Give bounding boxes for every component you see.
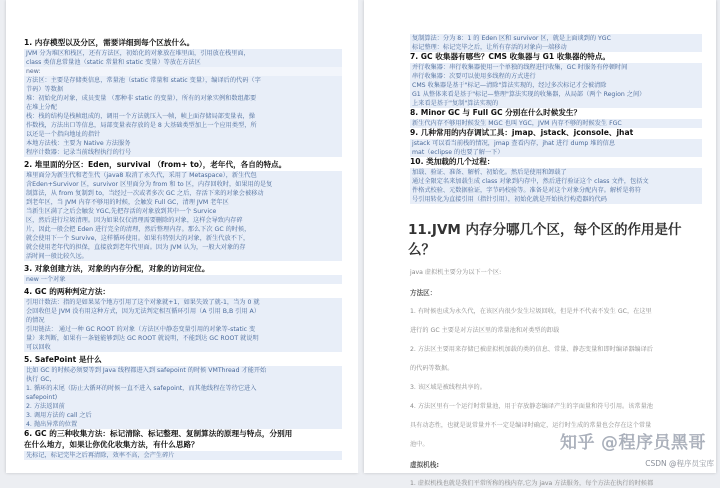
highlighted-answer-line: JVM 分为堆区和栈区，还有方法区，初始化的对象放在堆里面，引用放在栈里面， bbox=[24, 49, 342, 58]
body-text-line: 3. 该区域是被线程共享的。 bbox=[410, 384, 486, 391]
highlighted-answer-line: 量）来判断，如果有一条链能够到达 GC ROOT 就说明，不能到达 GC ROOT 就说明 bbox=[24, 334, 342, 343]
left-document-page bbox=[6, 0, 358, 473]
highlighted-answer-line: 新生代内存不够用时候发生 MGC 也叫 YGC，JVM 内存不够的时候发生 FGC bbox=[410, 119, 702, 128]
highlighted-answer-line: 通过全限定名来加载生成 class 对象到内存中，然后进行验证这个 class 文件，包括文 bbox=[410, 177, 702, 186]
right-page-section-body bbox=[410, 268, 702, 488]
highlighted-answer-line: 号引用转化为直接引用（指针引用），初始化就是开始执行构造器的代码 bbox=[410, 195, 702, 204]
highlighted-answer-line: 1. 循环的末尾（防止大循环的时候一直不进入 safepoint，而其他线程在等待它进入 bbox=[24, 384, 342, 393]
question-heading: 7. GC 收集器有哪些？CMS 收集器与 G1 收集器的特点。 bbox=[410, 52, 610, 61]
highlighted-answer-line: 活时间一般比较久远。 bbox=[24, 252, 342, 261]
highlighted-answer-line: jstack 可以看当前栈的情况，jmap 查看内存，jhat 进行 dump 堆的信息 bbox=[410, 139, 702, 148]
highlighted-answer-line: 4. 抛出异常的位置 bbox=[24, 420, 342, 429]
body-text-line: 池中。 bbox=[410, 441, 429, 448]
question-heading: 2. 堆里面的分区：Eden，survival （from+ to），老年代，各自的特点。 bbox=[24, 160, 287, 169]
highlighted-answer-line: 堆里面分为新生代和老生代（java8 取消了永久代，采用了 Metaspace），新生代包 bbox=[24, 171, 342, 180]
question-heading: 9. 几种常用的内存调试工具：jmap、jstack、jconsole、jhat bbox=[410, 128, 634, 137]
question-heading: 5. SafePoint 是什么 bbox=[24, 355, 102, 364]
zhihu-logo: 知乎 bbox=[560, 433, 595, 453]
highlighted-answer-line: 2. 方法返回前 bbox=[24, 402, 342, 411]
body-text-line: 进行的 GC 主要是对方法区里的常量池和对类型的卸载 bbox=[410, 327, 560, 334]
highlighted-answer-line: 比如 GC 的时候必须要等到 Java 线程都进入到 safepoint 的时候 VMThread 才能开始 bbox=[24, 366, 342, 375]
body-text-line: 4. 方法区里有一个运行时常量池，用于存放静态编译产生的字面量和符号引用。该常量池 bbox=[410, 403, 653, 410]
question-heading: 8. Minor GC 与 Full GC 分别在什么时候发生？ bbox=[410, 108, 582, 117]
highlighted-answer-line: 上来看是基于"复制"算法实现的 bbox=[410, 99, 702, 108]
highlighted-answer-line: 并行收集器：串行收集器使用一个单独的线程进行收集，GC 时服务有停顿时间 bbox=[410, 63, 702, 72]
highlighted-answer-line: CMS 收集器是基于"标记—清除"算法实现的，经过多次标记才会被清除 bbox=[410, 81, 702, 90]
highlighted-answer-line: 在堆上分配 bbox=[24, 103, 342, 112]
highlighted-answer-line: 引用链法： 通过一种 GC ROOT 的对象（方法区中静态变量引用的对象等-static 变 bbox=[24, 325, 342, 334]
highlighted-answer-line: 作数栈，方法出口等信息，局部变量表存放的是 8 大基础类型加上一个应用类型，所 bbox=[24, 121, 342, 130]
highlighted-answer-line: 制算法，从 from 复制到 to，当经过一次或者多次 GC 之后，存活下来的对象会被移动 bbox=[24, 189, 342, 198]
section-subheading: 方法区： bbox=[410, 289, 437, 297]
question-heading: 6. GC 的三种收集方法：标记清除、标记整理、复制算法的原理与特点，分别用 bbox=[24, 429, 293, 438]
highlighted-answer-line: 3. 调用方法的 call 之后 bbox=[24, 411, 342, 420]
body-text-line: 的代码等数据。 bbox=[410, 365, 454, 372]
highlighted-answer-line: mat（eclipse 的也要了解一下） bbox=[410, 148, 702, 157]
body-text-line: 2. 方法区主要用来存储已被虚拟机加载的类的信息、常量、静态变量和即时编译器编译后 bbox=[410, 346, 653, 353]
highlighted-answer-line: 的情况 bbox=[24, 316, 342, 325]
highlighted-answer-line: 会回收但是 JVM 没有用这种方式，因为无法判定相互循环引用（A 引用 B,B 引用 A） bbox=[24, 307, 342, 316]
highlighted-answer-line: 执行 GC， bbox=[24, 375, 342, 384]
highlighted-answer-line: 可以回收 bbox=[24, 343, 342, 352]
body-text-line: 1. 有时候也成为永久代，在该区内很少发生垃圾回收，但是并不代表不发生 GC，在这里 bbox=[410, 308, 652, 315]
highlighted-answer-line: G1 从整体来看是基于"标记—整理"算法实现的收集器，从局部（两个 Region 之间） bbox=[410, 90, 702, 99]
highlighted-answer-line: 加载、验证、准备、解析、初始化。然后是使用和卸载了 bbox=[410, 168, 702, 177]
question-heading: 在什么地方，如果让你优化收集方法，有什么思路？ bbox=[24, 440, 199, 449]
zhihu-watermark bbox=[560, 428, 706, 453]
body-text-line: 1. 虚拟机栈也就是我们平常所称的栈内存,它为 java 方法服务，每个方法在执行的时候都 bbox=[410, 480, 654, 487]
highlighted-answer-line: 就会使用老年代的担保，直接放到老年代里面。因为 JVM 认为，一般大对象的存 bbox=[24, 243, 342, 252]
section-title: 11.JVM 内存分哪几个区，每个区的作用是什么？ bbox=[408, 222, 682, 258]
highlighted-answer-line: 节码）等数据 bbox=[24, 85, 342, 94]
highlighted-answer-line: 方法区：主要是存储类信息，常量池（static 常量和 static 变量），编译后的代码（字 bbox=[24, 76, 342, 85]
body-text-line: java 虚拟机主要分为以下一个区: bbox=[410, 269, 502, 276]
question-heading: 10. 类加载的几个过程： bbox=[410, 157, 495, 166]
highlighted-answer-line: 复制算法：分为 8：1 的 Eden 区和 survivor 区，就是上面谈到的 YGC bbox=[410, 34, 702, 43]
highlighted-answer-line: 串行收集器：次要可以使用多线程的方式进行 bbox=[410, 72, 702, 81]
highlighted-answer-line: safepoint) bbox=[24, 393, 342, 402]
watermark-author: @程序员黑哥 bbox=[601, 433, 706, 453]
left-page-content bbox=[6, 0, 358, 460]
right-page-qa-blocks bbox=[410, 34, 702, 204]
body-text-line: 具有动态性，也就是说常量并不一定是编译时确定，运行时生成的常量也会存在这个常量 bbox=[410, 422, 652, 429]
highlighted-answer-line: 先标记，标记完毕之后再清除，效率不高，会产生碎片 bbox=[24, 451, 342, 460]
highlighted-answer-line: class 类信息常量池（static 常量和 static 变量）等放在方法区 bbox=[24, 58, 342, 67]
highlighted-answer-line: 栈：栈的结构是栈帧组成的，调用一个方法就压入一帧，帧上面存储局部变量表，操 bbox=[24, 112, 342, 121]
section-subheading: 虚拟机栈: bbox=[410, 461, 440, 469]
highlighted-answer-line: 件格式校验、元数据验证，字节码校验等。准备是对这个对象分配内存。解析是将符 bbox=[410, 186, 702, 195]
highlighted-answer-line: new 一个对象 bbox=[24, 275, 342, 284]
highlighted-answer-line: 以还是一个指向地址的指针 bbox=[24, 130, 342, 139]
highlighted-answer-line: 标记整理：标记完毕之后，让所有存活的对象向一端移动 bbox=[410, 43, 702, 52]
question-heading: 3. 对象创建方法，对象的内存分配，对象的访问定位。 bbox=[24, 264, 210, 273]
highlighted-answer-line: 到老年区，当 JVM 内存不够用的时候，会触发 Full GC，清理 JVM 老年区 bbox=[24, 198, 342, 207]
right-document-page bbox=[364, 0, 716, 487]
question-heading: 1. 内存模型以及分区，需要详细到每个区放什么。 bbox=[24, 38, 195, 47]
csdn-attribution: CSDN @程序员宝库 bbox=[645, 459, 714, 468]
highlighted-answer-line: 程序计数器：记录当前线程执行的行号 bbox=[24, 148, 342, 157]
highlighted-answer-line: 堆：初始化的对象，成员变量 （那种非 static 的变量），所有的对象实例和数组都要 bbox=[24, 94, 342, 103]
highlighted-answer-line: 含Eden+Survivor 区，survivor 区里面分为 from 和 to 区，内存回收时，如果用的是复 bbox=[24, 180, 342, 189]
highlighted-answer-line: 本地方法栈：主要为 Native 方法服务 bbox=[24, 139, 342, 148]
highlighted-answer-line: 引用计数法：指的是如果某个地方引用了这个对象就+1，如果失效了就-1，当为 0 就 bbox=[24, 298, 342, 307]
highlighted-answer-line: 当新生区满了之后会触发 YGC,先把存活的对象放到其中一个 Survice bbox=[24, 207, 342, 216]
highlighted-answer-line: 就会使用下一个 Survive，这样循环使用。如果有特别大的对象，新生代放不下， bbox=[24, 234, 342, 243]
question-heading: 4. GC 的两种判定方法： bbox=[24, 287, 111, 296]
highlighted-answer-line: new: bbox=[24, 67, 342, 76]
highlighted-answer-line: 片，因此一般会把 Eden 进行完全的清理，然后整理内存。那么下次 GC 的时候， bbox=[24, 225, 342, 234]
right-page-content bbox=[364, 0, 716, 488]
highlighted-answer-line: 区，然后进行垃圾清理。因为如果仅仅清理需要删除的对象，这样会导致内存碎 bbox=[24, 216, 342, 225]
